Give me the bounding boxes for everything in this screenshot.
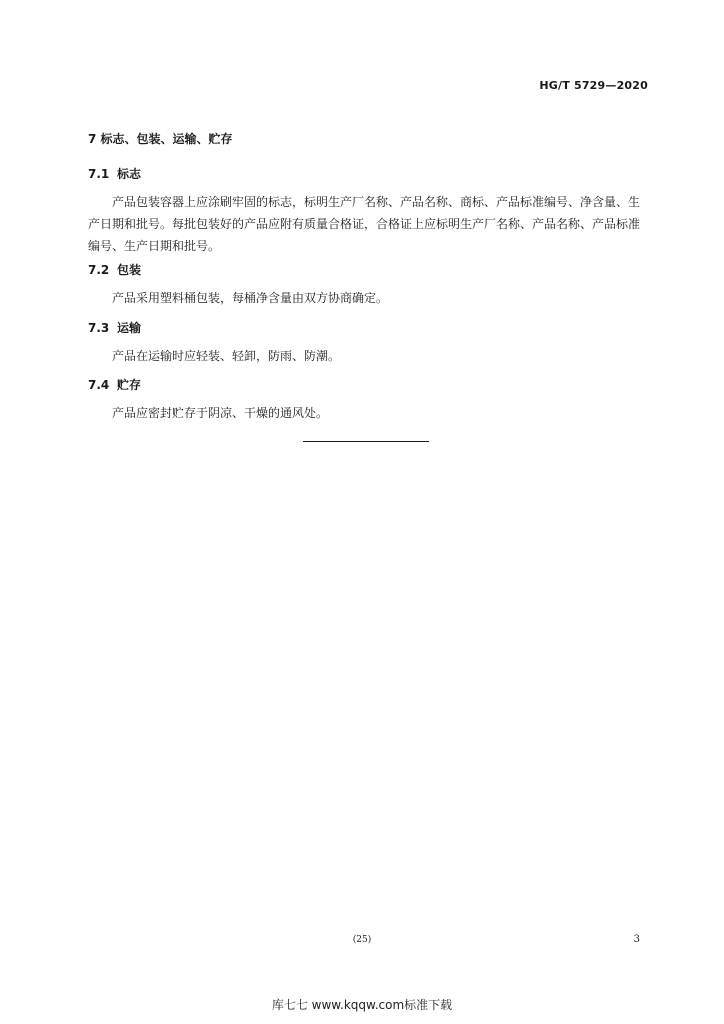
standard-code: HG/T 5729—2020 — [539, 79, 648, 92]
subsection-heading-marking — [88, 165, 141, 182]
subsection-title: 贮存 — [117, 378, 142, 392]
subsection-heading-storage — [88, 376, 141, 393]
subsection-text-storage: 产品应密封贮存于阴凉、干燥的通风处。 — [112, 406, 329, 420]
subsection-number: 7.2 — [88, 263, 110, 277]
subsection-heading-packaging — [88, 261, 141, 278]
page-number: 3 — [633, 934, 640, 945]
subsection-text-transport: 产品在运输时应轻装、轻卸，防雨、防潮。 — [112, 349, 341, 363]
subsection-number: 7.1 — [88, 167, 110, 181]
subsection-title: 包装 — [117, 263, 142, 277]
end-of-text-rule — [303, 441, 429, 442]
subsection-text-marking: 产品包装容器上应涂刷牢固的标志，标明生产厂名称、产品名称、商标、产品标准编号、净含量、生产日期和批号。每批包装好的产品应附有质量合格证，合格证上应标明生产厂名称、产品名称、产品标准编号、生产日期和批号。 — [88, 195, 641, 253]
subsection-number: 7.3 — [88, 321, 110, 335]
subsection-heading-transport — [88, 319, 141, 336]
volume-page-number: (25) — [352, 935, 372, 945]
subsection-text-packaging: 产品采用塑料桶包装，每桶净含量由双方协商确定。 — [112, 291, 389, 305]
section-heading: 7 标志、包装、运输、贮存 — [88, 132, 233, 146]
subsection-number: 7.4 — [88, 378, 110, 392]
download-watermark: 库七七 www.kqqw.com标准下载 — [271, 998, 453, 1012]
subsection-title: 运输 — [117, 321, 142, 335]
subsection-title: 标志 — [117, 167, 142, 181]
